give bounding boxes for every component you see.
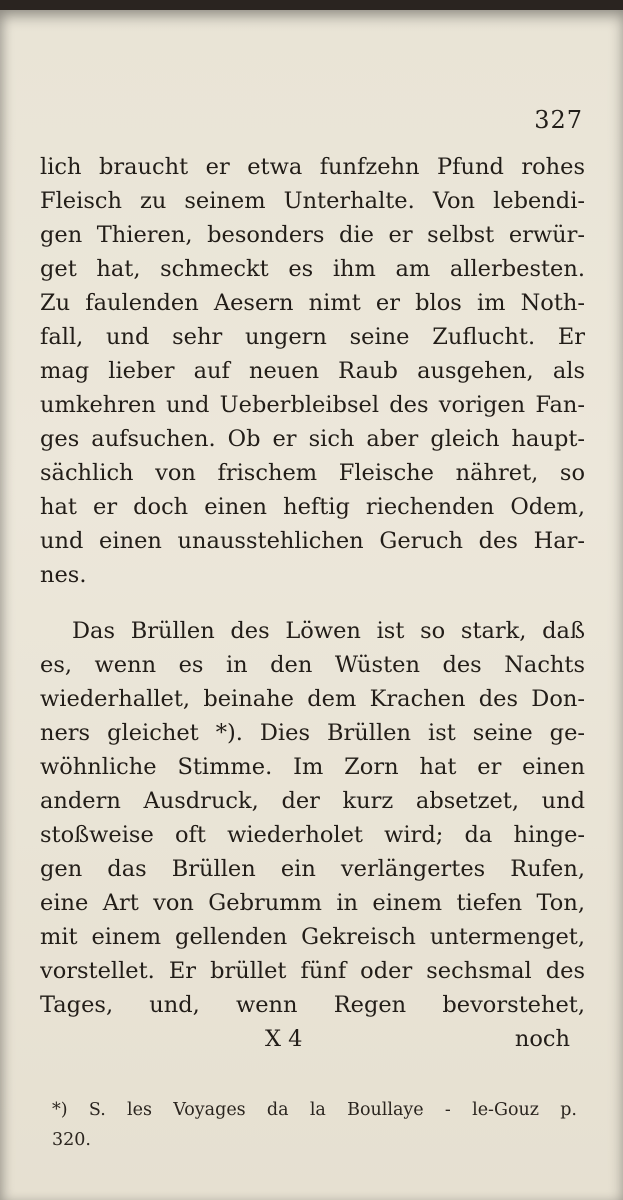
text-line: get hat, schmeckt es ihm am allerbesten. [40, 256, 585, 282]
text-line: eine Art von Gebrumm in einem tiefen Ton, [40, 890, 585, 916]
footnote-line: 320. [52, 1130, 91, 1150]
catchword: noch [514, 1026, 570, 1052]
text-line: wöhnliche Stimme. Im Zorn hat er einen [40, 754, 585, 780]
text-line: es, wenn es in den Wüsten des Nachts [40, 652, 585, 678]
signature-mark: X 4 [265, 1026, 303, 1052]
text-line: fall, und sehr ungern seine Zuflucht. Er [40, 324, 585, 350]
text-line: Das Brüllen des Löwen ist so stark, daß [72, 618, 585, 644]
text-line: vorstellet. Er brüllet fünf oder sechsmal des [40, 958, 585, 984]
footnote [52, 1095, 577, 1155]
text-line: Tages, und, wenn Regen bevorstehet, [40, 992, 585, 1018]
page-number: 327 [534, 106, 583, 134]
text-line: Fleisch zu seinem Unterhalte. Von lebendi- [40, 188, 585, 214]
paragraph-1 [40, 150, 585, 592]
text-line: umkehren und Ueberbleibsel des vorigen Fan- [40, 392, 585, 418]
text-line: gen Thieren, besonders die er selbst erwür- [40, 222, 585, 248]
text-line: lich braucht er etwa funfzehn Pfund rohes [40, 154, 585, 180]
text-line: ges aufsuchen. Ob er sich aber gleich haupt- [40, 426, 585, 452]
text-line: nes. [40, 562, 87, 588]
text-line: mag lieber auf neuen Raub ausgehen, als [40, 358, 585, 384]
text-line: stoßweise oft wiederholet wird; da hinge- [40, 822, 585, 848]
text-line: wiederhallet, beinahe dem Krachen des Don- [40, 686, 585, 712]
text-line: mit einem gellenden Gekreisch untermenget, [40, 924, 585, 950]
text-line: Zu faulenden Aesern nimt er blos im Noth- [40, 290, 585, 316]
text-line: hat er doch einen heftig riechenden Odem, [40, 494, 585, 520]
text-line: und einen unausstehlichen Geruch des Har- [40, 528, 585, 554]
text-line: ners gleichet *). Dies Brüllen ist seine ge- [40, 720, 585, 746]
footnote-line: *) S. les Voyages da la Boullaye - le-Gouz p. [52, 1100, 577, 1120]
text-line: andern Ausdruck, der kurz absetzet, und [40, 788, 585, 814]
paragraph-2 [40, 614, 585, 1022]
text-line: sächlich von frischem Fleische nähret, so [40, 460, 585, 486]
book-page [0, 10, 623, 1200]
text-line: gen das Brüllen ein verlängertes Rufen, [40, 856, 585, 882]
signature-line [40, 1022, 570, 1056]
